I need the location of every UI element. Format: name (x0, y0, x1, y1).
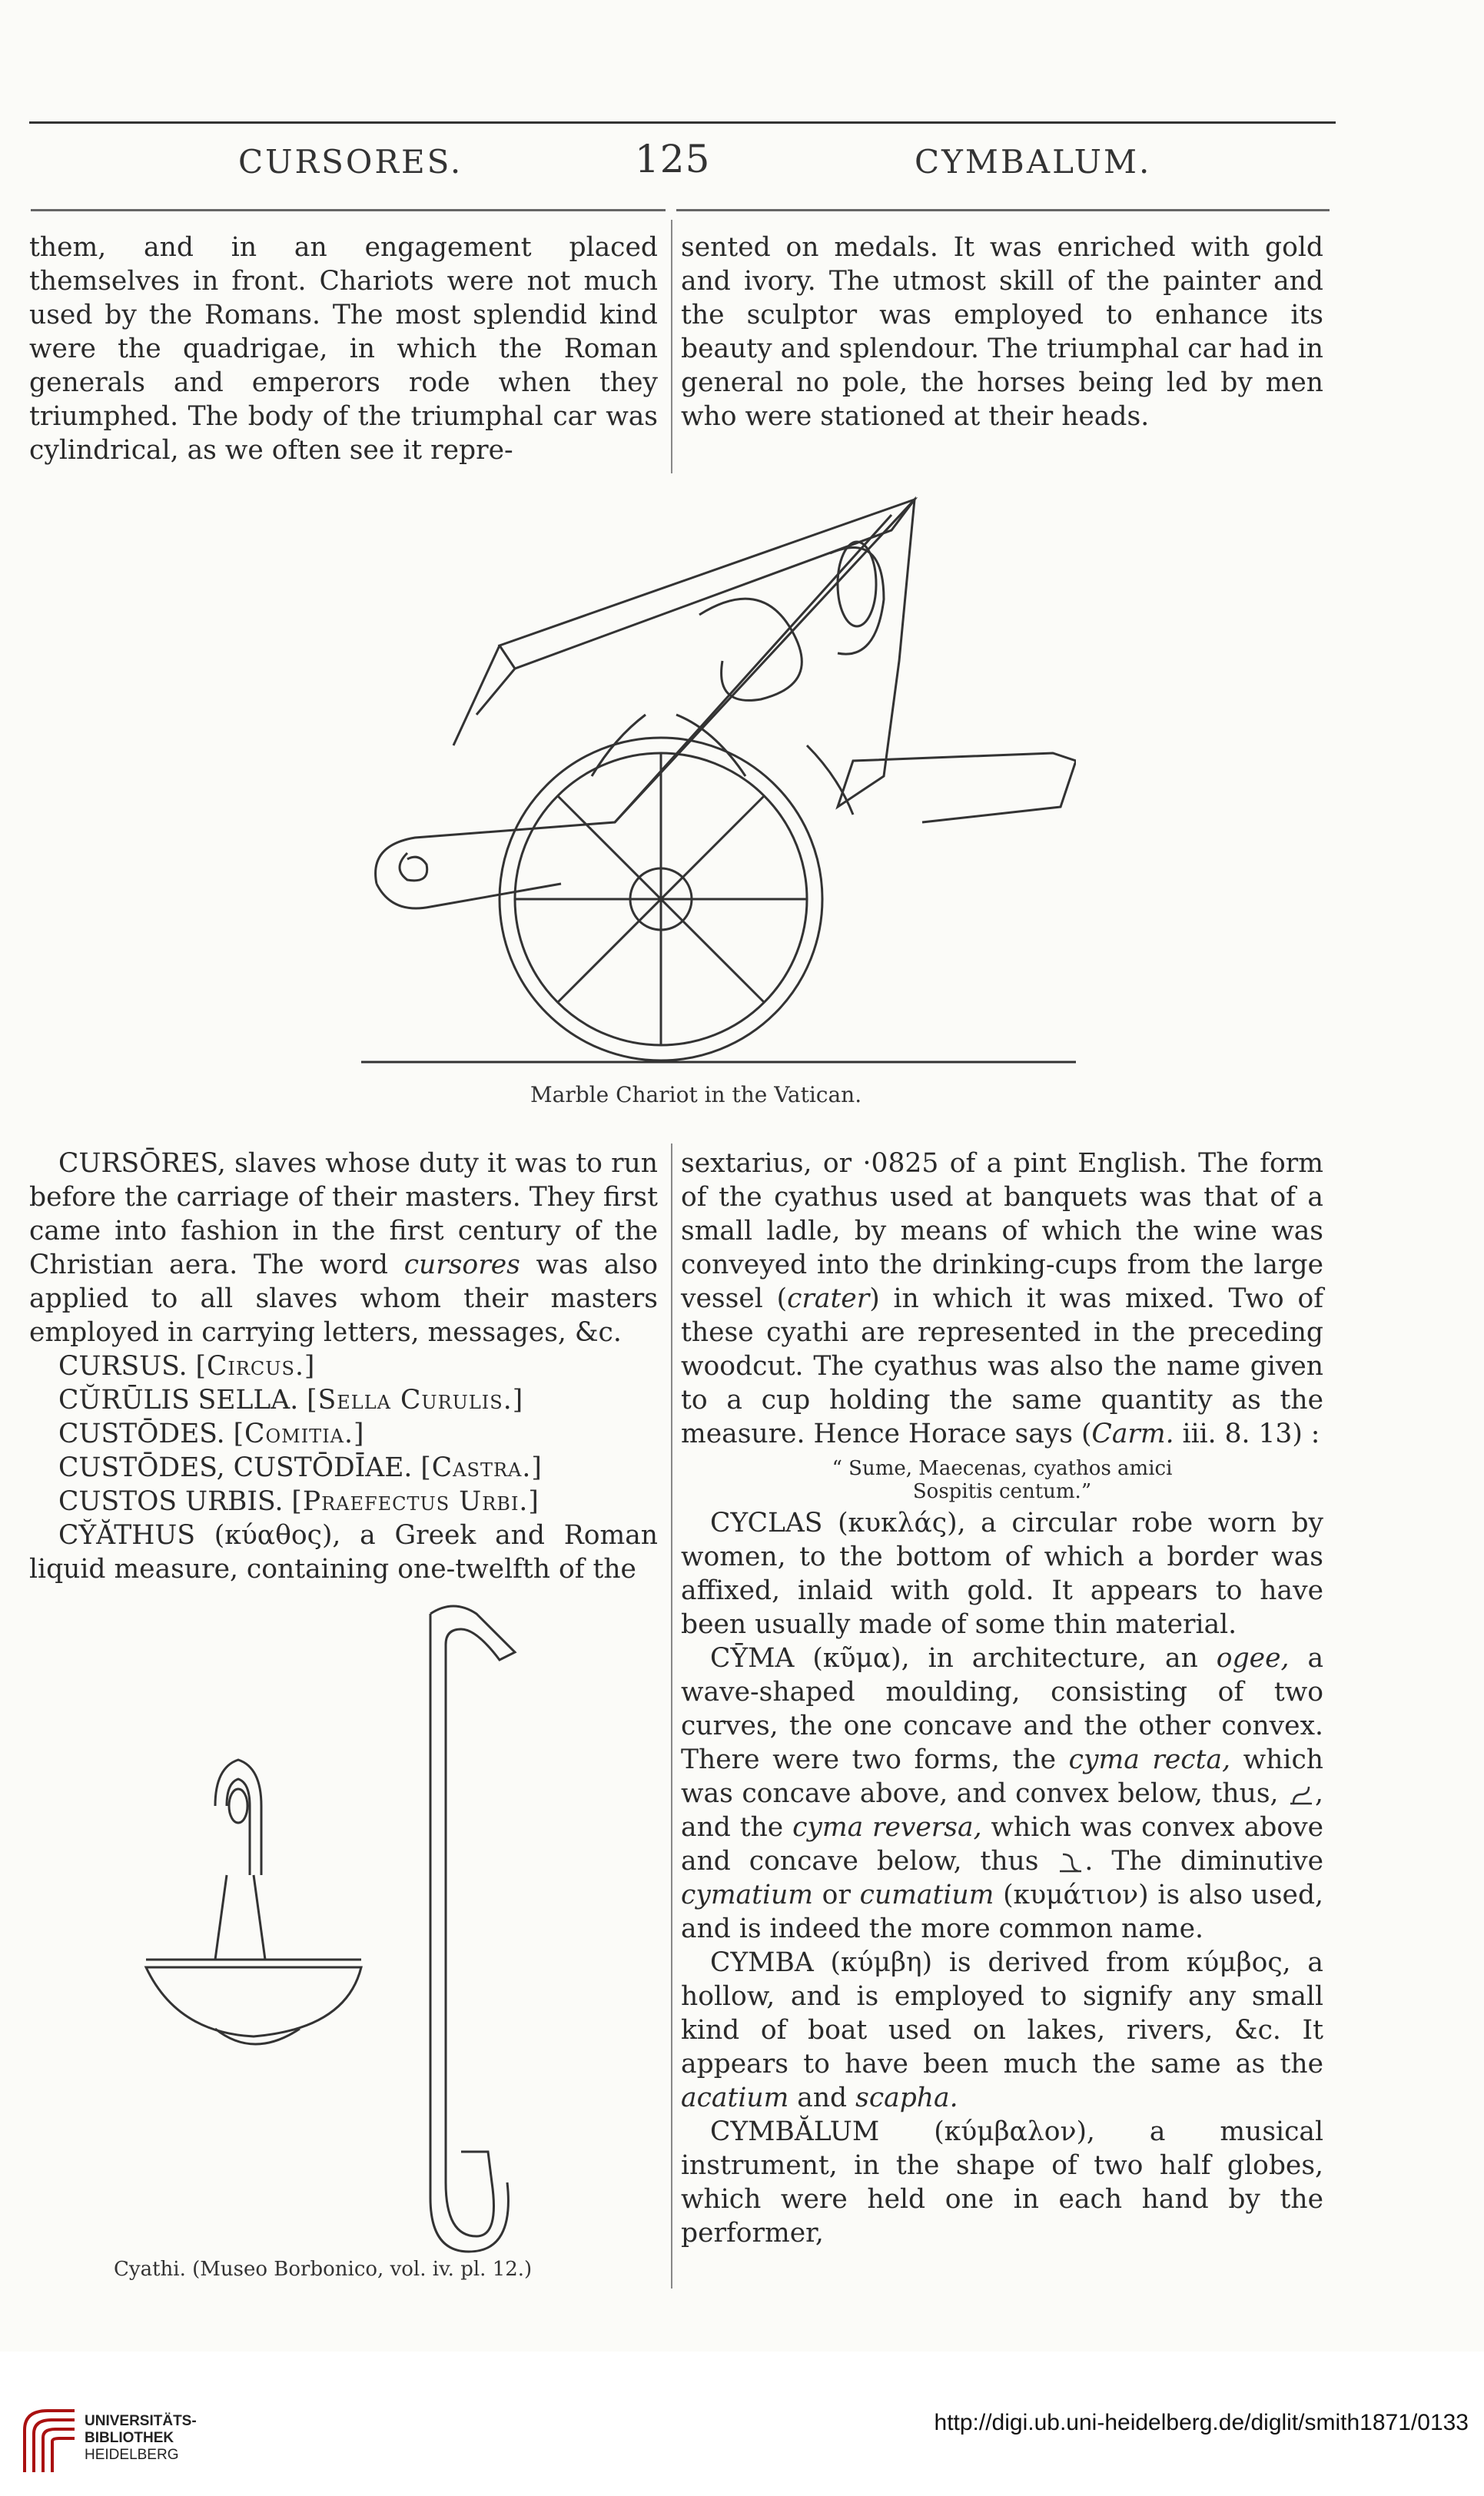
text-column-top-right (681, 231, 1323, 433)
greek-term: (κύμβαλον), (934, 2116, 1095, 2147)
italic-term: crater (787, 1283, 870, 1314)
entry-cymba (681, 1946, 1323, 2115)
italic-term: cumatium (859, 1880, 994, 1910)
greek-term: (κύμβη) (830, 1947, 933, 1978)
headword: CURSŌRES, (58, 1148, 226, 1179)
italic-term: cyma recta, (1068, 1744, 1231, 1775)
entry-text: or (822, 1880, 851, 1910)
entry-curulis (29, 1383, 658, 1417)
headword: CUSTOS URBIS. (58, 1486, 284, 1517)
cross-reference: [Castra.] (420, 1452, 543, 1483)
library-logo-icon (17, 2399, 78, 2476)
entry-text: a musical instrument, in the shape of two half globes, which were held one in each hand by the performer, (681, 2116, 1324, 2249)
figure-caption: Cyathi. (Museo Borbonico, vol. iv. pl. 12.) (114, 2258, 533, 2281)
cyma-recta-symbol (1287, 1784, 1315, 1807)
running-head-left: CURSORES. (238, 143, 463, 181)
entry-text: a Greek and Roman liquid measure, containing one-twelfth of the (29, 1520, 658, 1585)
italic-term: scapha. (855, 2083, 958, 2113)
greek-term: κύμβος, (1186, 1947, 1291, 1978)
paragraph: them, and in an engagement placed themselves in front. Chariots were not much used by the Romans. The most splendid kind were the quadrigae, in which the Roman generals and emperors rode when they triumphed. The body of the triumphal car was cylindrical, as we often see it repre- (29, 232, 658, 466)
logo-line: BIBLIOTHEK (85, 2430, 174, 2446)
italic-term: cyma reversa, (792, 1812, 982, 1843)
quote-line: Sospitis centum.” (912, 1480, 1092, 1503)
entry-text: was also applied to all slaves whom their masters employed in carrying letters, messages, &c. (29, 1250, 658, 1348)
quotation (681, 1457, 1323, 1503)
library-logo-text (85, 2413, 197, 2464)
entry-custodiae (29, 1451, 658, 1485)
entry-text: a hollow, and is employed to signify any small kind of boat used on lakes, rivers, &c. It appears to have been much the same as the (681, 1947, 1323, 2079)
greek-term: (κυμάτιον) (1003, 1880, 1149, 1910)
entry-text: and (797, 2083, 848, 2113)
headword: CUSTŌDES. (58, 1419, 225, 1449)
entry-cymbalum (681, 2115, 1323, 2250)
citation: Carm. (1091, 1419, 1174, 1449)
cyma-reversa-symbol (1057, 1851, 1084, 1874)
logo-line: UNIVERSITÄTS- (85, 2413, 197, 2429)
italic-term: cursores (403, 1250, 520, 1280)
column-divider-top (671, 220, 672, 473)
chariot-illustration (361, 484, 1076, 1076)
greek-term: (κύαθος), (214, 1520, 341, 1551)
column-rule-right (676, 209, 1330, 211)
cyathi-illustration (131, 1598, 561, 2259)
entry-text: iii. 8. 13) : (1174, 1419, 1320, 1449)
entry-cursores (29, 1147, 658, 1349)
greek-term: (κῦμα), (812, 1643, 910, 1674)
cross-reference: [Comitia.] (233, 1419, 365, 1449)
entry-text: sextarius, or ·0825 of a pint English. The form of the cyathus used at banquets was that of a small ladle, by means of which the wine was conveyed into the drinking-cups from the large vessel ( (681, 1148, 1323, 1314)
entry-cyma (681, 1641, 1323, 1946)
entry-text: a wave-shaped moulding, consisting of two curves, the one concave and the other convex. There were two forms, the (681, 1643, 1324, 1775)
greek-term: (κυκλάς), (838, 1508, 966, 1538)
entry-cyclas (681, 1506, 1323, 1641)
figure-caption: Marble Chariot in the Vatican. (530, 1082, 862, 1107)
entry-cyathus-continued (681, 1147, 1323, 1451)
text-column-top-left (29, 231, 658, 467)
headword: CŬRŪLIS SELLA. (58, 1385, 299, 1416)
italic-term: acatium (681, 2083, 789, 2113)
running-head-right: CYMBALUM. (915, 143, 1152, 181)
logo-line: HEIDELBERG (85, 2447, 179, 2463)
entry-text: in architecture, an (928, 1643, 1198, 1674)
paragraph: sented on medals. It was enriched with gold and ivory. The utmost skill of the painter and the sculptor was employed to enhance its beauty and splendour. The triumphal car had in general no pole, the horses being led by men who were stationed at their heads. (681, 232, 1323, 432)
italic-term: ogee, (1216, 1643, 1290, 1674)
entry-text: . The diminutive (1084, 1846, 1323, 1877)
entry-text: which was concave above, and convex below, thus, (681, 1744, 1323, 1809)
text-column-left (29, 1147, 658, 1586)
page-number: 125 (635, 137, 711, 181)
headword: CYMBĂLUM (710, 2116, 880, 2147)
header-rule (29, 121, 1336, 124)
entry-text: a circular robe worn by women, to the bottom of which a border was affixed, inlaid with gold. It appears to have been usually made of some thin material. (681, 1508, 1324, 1640)
cross-reference: [Praefectus Urbi.] (291, 1486, 539, 1517)
entry-text: , and the (681, 1778, 1323, 1843)
entry-text: is derived from (948, 1947, 1170, 1978)
italic-term: cymatium (681, 1880, 813, 1910)
entry-text: which was convex above and concave below, thus (681, 1812, 1324, 1877)
entry-cyathus (29, 1519, 658, 1586)
headword: CȲMA (710, 1643, 795, 1674)
entry-text: is also used, and is indeed the more common name. (681, 1880, 1323, 1944)
cross-reference: [Circus.] (195, 1351, 316, 1382)
footer-bar (0, 2376, 1484, 2496)
cross-reference: [Sella Curulis.] (307, 1385, 524, 1416)
entry-text: ) in which it was mixed. Two of these cyathi are represented in the preceding woodcut. The cyathus was also the name given to a cup holding the same quantity as the measure. Hence Horace says ( (681, 1283, 1323, 1449)
headword: CUSTŌDES, CUSTŌDĪAE. (58, 1452, 413, 1483)
text-column-right (681, 1147, 1323, 2250)
entry-text: slaves whose duty it was to run before the carriage of their masters. They first came into fashion in the first century of the Christian aera. The word (29, 1148, 658, 1280)
headword: CY̆ĂTHUS (58, 1520, 196, 1551)
entry-cursus (29, 1349, 658, 1383)
source-url-link[interactable]: http://digi.ub.uni-heidelberg.de/diglit/smith1871/0133 (934, 2410, 1469, 2435)
quote-line: “ Sume, Maecenas, cyathos amici (832, 1457, 1173, 1480)
headword: CYCLAS (710, 1508, 823, 1538)
headword: CYMBA (710, 1947, 814, 1978)
column-rule-left (31, 209, 666, 211)
entry-custos-urbis (29, 1485, 658, 1519)
entry-custodes (29, 1417, 658, 1451)
headword: CURSUS. (58, 1351, 188, 1382)
column-divider-bottom (671, 1143, 672, 2289)
